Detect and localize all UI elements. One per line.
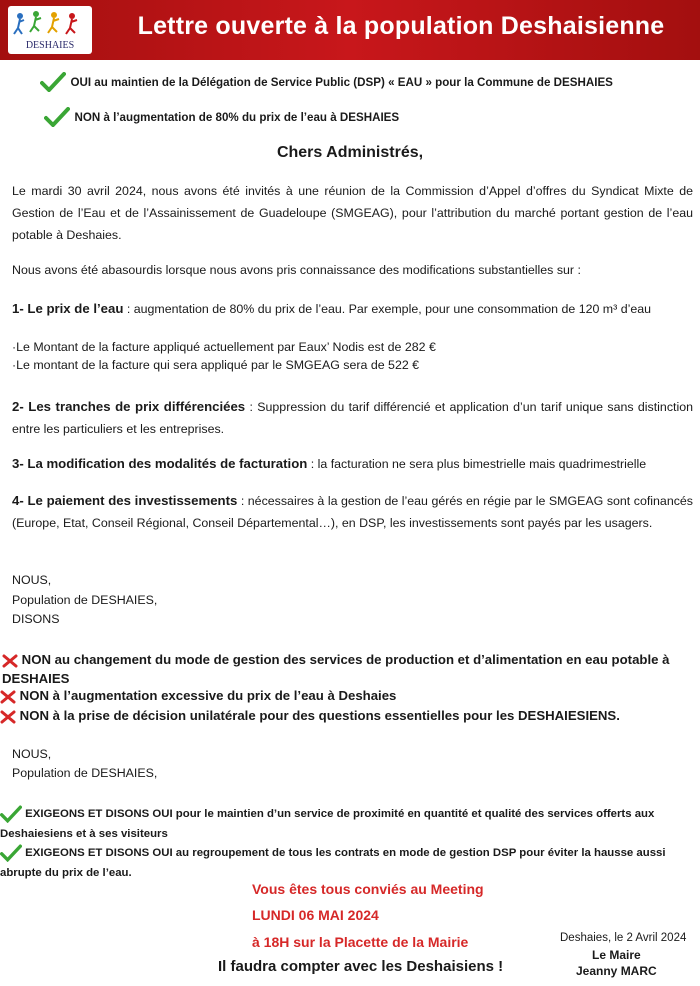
non-point-3: NON à la prise de décision unilatérale pour des questions essentielles pour les DESHAIESIENS. <box>0 708 620 724</box>
montant-actuel: ·Le Montant de la facture appliqué actuellement par Eaux’ Nodis est de 282 € <box>12 340 436 354</box>
check-icon <box>44 107 70 127</box>
disons-line: DISONS <box>12 612 60 626</box>
population-line: Population de DESHAIES, <box>12 593 158 607</box>
abasourdis-paragraph: Nous avons été abasourdis lorsque nous avons pris connaissance des modifications substantielles sur : <box>12 263 581 277</box>
non-point-2: NON à l’augmentation excessive du prix de l’eau à Deshaies <box>0 688 396 704</box>
meeting-place: à 18H sur la Placette de la Mairie <box>252 934 469 950</box>
cross-icon <box>0 690 16 704</box>
page-title: Lettre ouverte à la population Deshaisienne <box>137 12 665 40</box>
nous-line-2: NOUS, <box>12 747 52 761</box>
exigeons-point-2: EXIGEONS ET DISONS OUI au regroupement de tous les contrats en mode de gestion DSP pour éviter la hausse aussi abrupte du prix de l’eau. <box>0 843 696 883</box>
point-2: 2- Les tranches de prix différenciées : Suppression du tarif différencié et application d’un tarif unique sans distinction entre les particuliers et les entreprises. <box>12 399 693 436</box>
intro-paragraph: Le mardi 30 avril 2024, nous avons été invités à une réunion de la Commission d’Appel d’offres du Syndicat Mixte de Gestion de l’Eau et de l’Assainissement de Guadeloupe (SMGEAG), pour l’attribution du marché portant gestion de l’eau potable à Deshaies. <box>12 184 693 242</box>
meeting-line-1: Vous êtes tous conviés au Meeting <box>252 881 484 897</box>
check-icon <box>40 72 66 92</box>
meeting-date: LUNDI 06 MAI 2024 <box>252 907 379 923</box>
signature-name: Jeanny MARC <box>576 964 657 978</box>
header-banner <box>0 0 700 60</box>
runners-logo-icon <box>8 6 92 54</box>
svg-text:DESHAIES: DESHAIES <box>25 40 75 51</box>
place-date: Deshaies, le 2 Avril 2024 <box>560 932 687 944</box>
point-3: 3- La modification des modalités de facturation : la facturation ne sera plus bimestrielle mais quadrimestrielle <box>12 456 647 471</box>
top-point-2: NON à l’augmentation de 80% du prix de l’eau à DESHAIES <box>44 107 399 127</box>
deshaies-logo <box>8 6 92 54</box>
check-icon <box>0 805 22 823</box>
check-icon <box>0 844 22 862</box>
population-line-2: Population de DESHAIES, <box>12 766 158 780</box>
point-1: 1- Le prix de l’eau : augmentation de 80% du prix de l’eau. Par exemple, pour une consommation de 120 m³ d’eau <box>12 301 652 316</box>
nous-line: NOUS, <box>12 573 52 587</box>
salutation: Chers Administrés, <box>276 144 424 161</box>
point-4: 4- Le paiement des investissements : nécessaires à la gestion de l’eau gérés en régie par le SMGEAG sont cofinancés (Europe, Etat, Conseil Régional, Conseil Départemental…), en DSP, les investissements sont payés par les usagers. <box>12 493 693 530</box>
exigeons-point-1: EXIGEONS ET DISONS OUI pour le maintien d’un service de proximité en quantité et qualité des services offerts aux Deshaiesiens et à ses visiteurs <box>0 804 696 844</box>
non-point-1: NON au changement du mode de gestion des services de production et d’alimentation en eau potable à DESHAIES <box>2 652 670 686</box>
cross-icon <box>2 654 18 668</box>
montant-futur: ·Le montant de la facture qui sera appliqué par le SMGEAG sera de 522 € <box>12 358 420 372</box>
top-point-1: OUI au maintien de la Délégation de Service Public (DSP) « EAU » pour la Commune de DESHAIES <box>40 72 613 92</box>
slogan: Il faudra compter avec les Deshaisiens ! <box>218 958 504 975</box>
signature-role: Le Maire <box>592 948 641 962</box>
cross-icon <box>0 710 16 724</box>
